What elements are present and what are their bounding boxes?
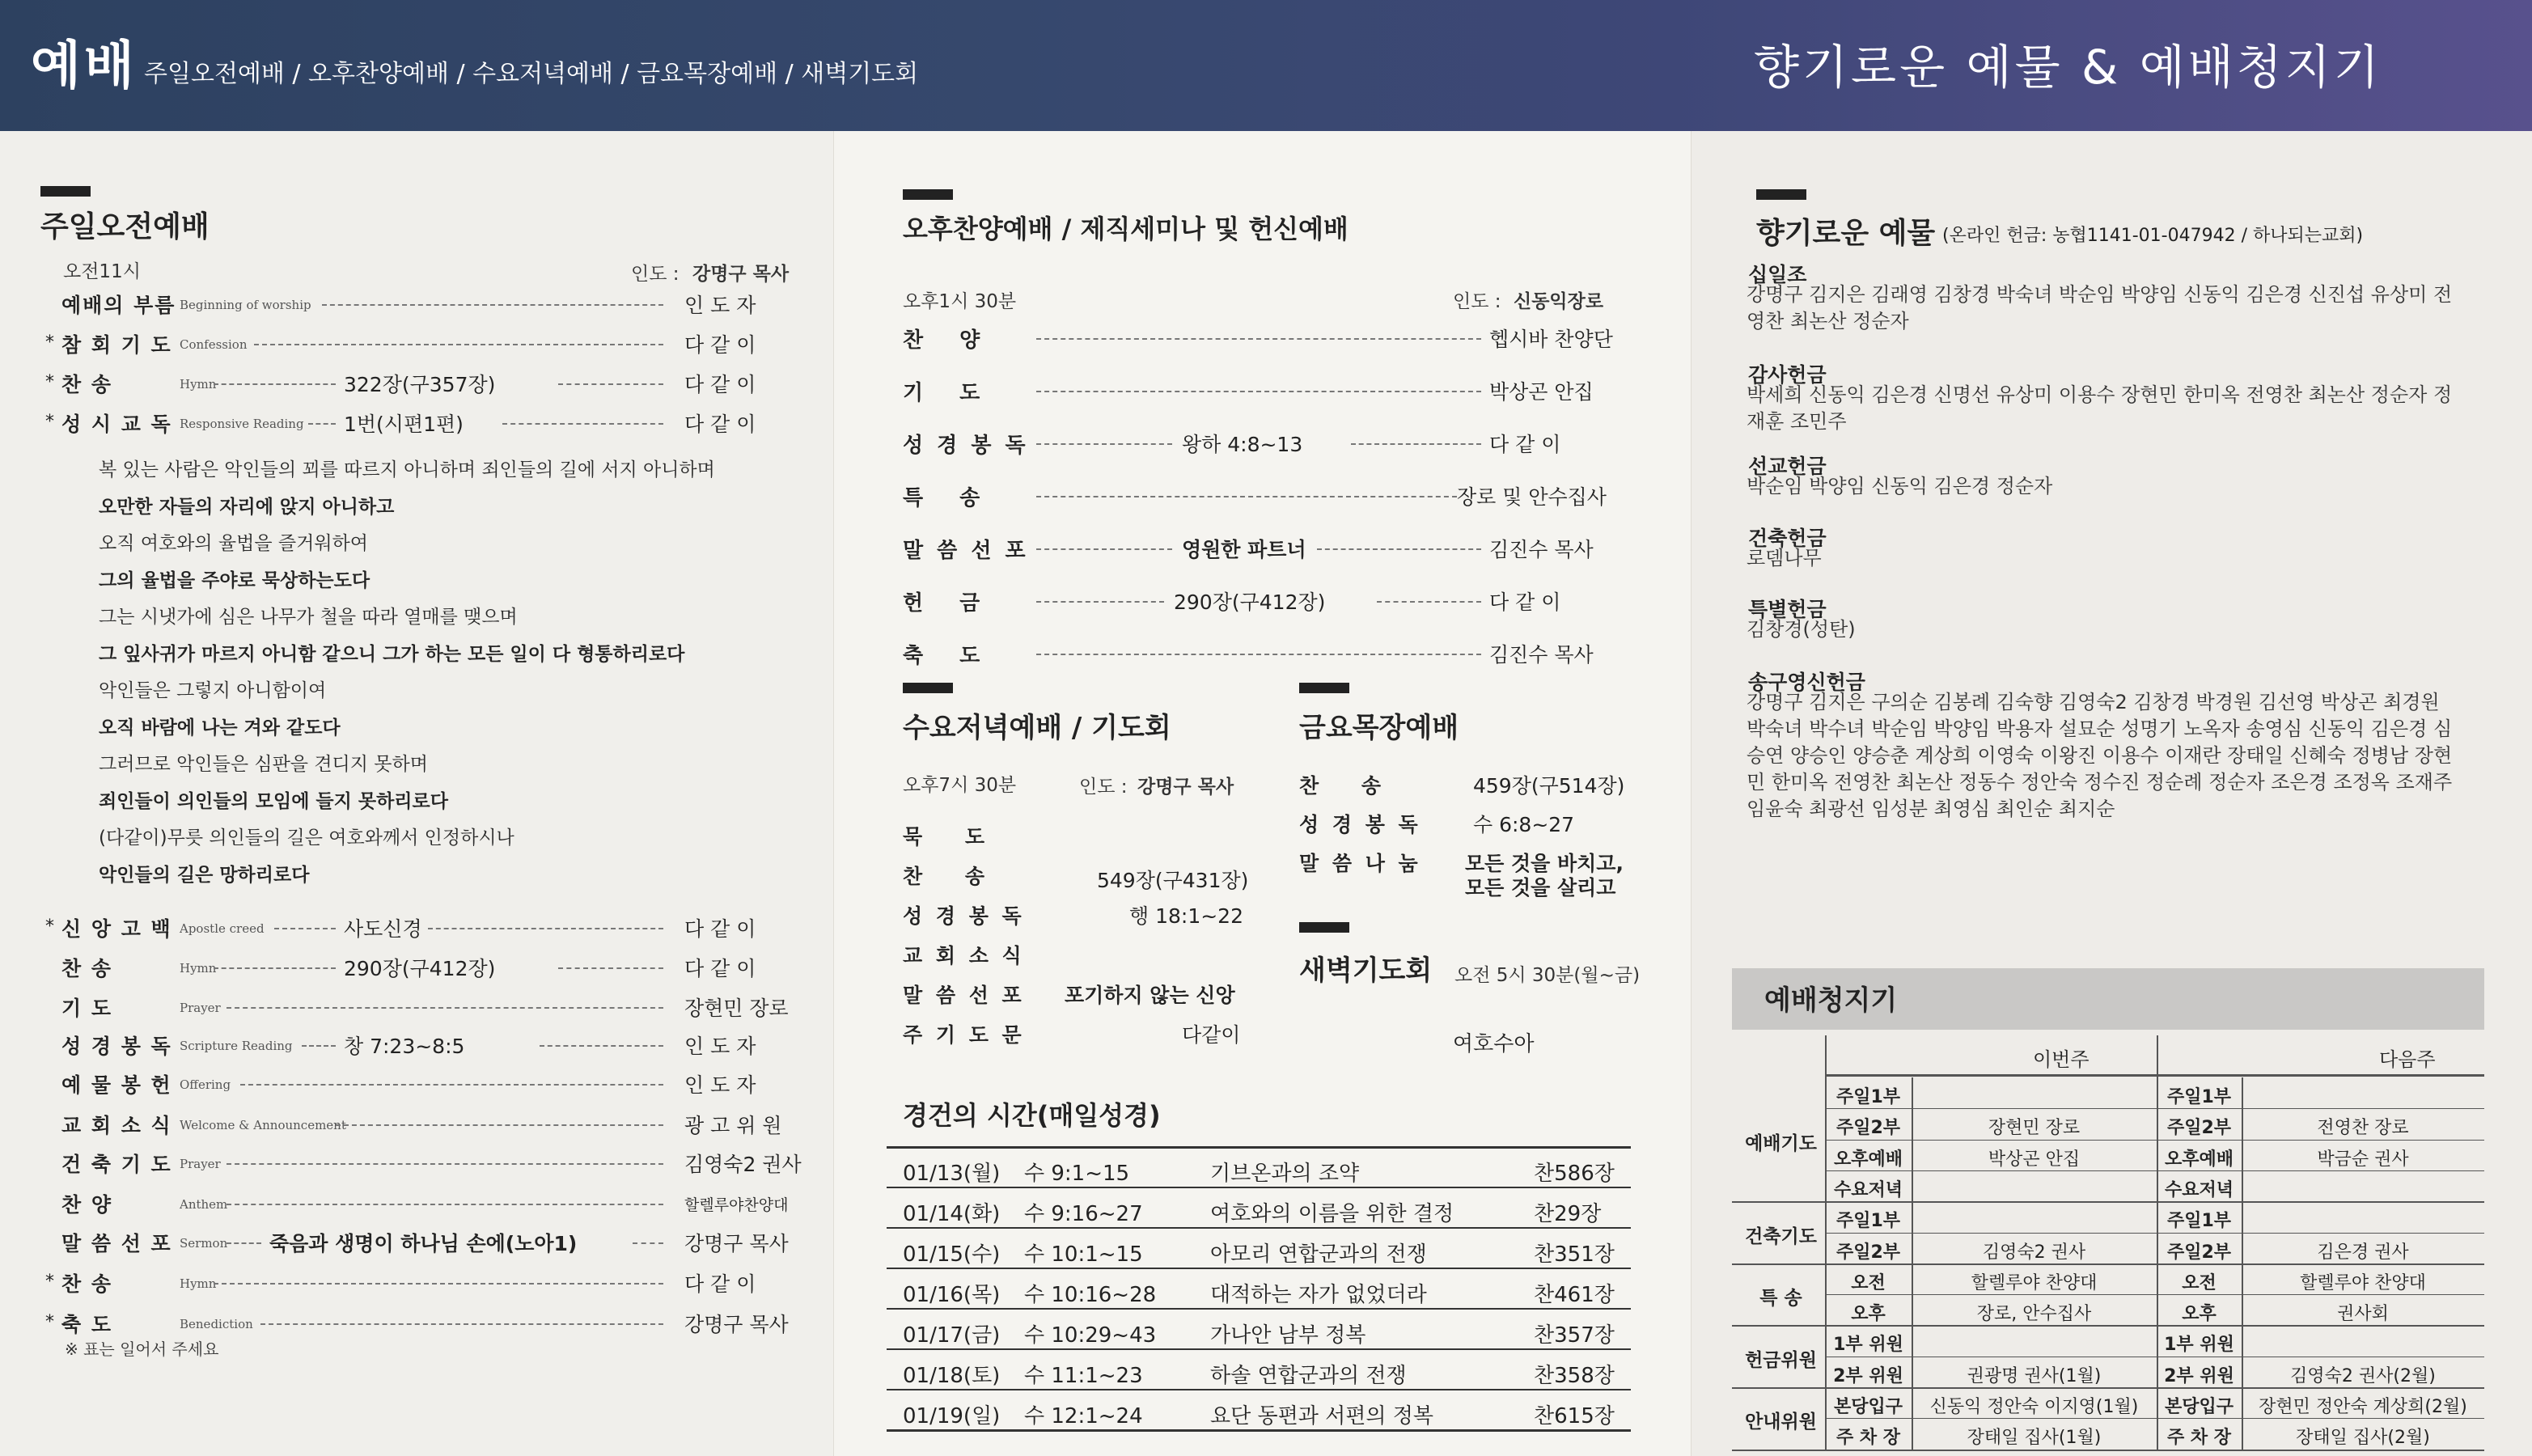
order-item-name: 축 도 [903,644,995,668]
order-item-name: 말 씀 나 눔 [1299,852,1421,875]
morning-leader: 강명구 목사 [692,264,790,285]
steward-role: 오전 [1851,1272,1886,1293]
order-item-name: 헌 금 [903,591,995,616]
leader-dots [558,967,663,969]
order-item-value: 549장(구431장) [1097,869,1249,892]
reading-line: 오직 여호와의 율법을 즐거워하여 [99,533,368,554]
reading-line: 오직 바람에 나는 겨와 같도다 [99,717,341,739]
order-item-right: 김영숙2 권사 [684,1153,802,1176]
order-item-content: 사도신경 [344,917,422,941]
section-marker [1299,922,1349,933]
offering-group-names: 박순임 박양임 신동익 김은경 정순자 [1747,475,2053,497]
steward-role-next: 주일2부 [2166,1242,2232,1263]
devotion-passage: 수 10:29~43 [1024,1323,1157,1348]
steward-this-week: 장현민 장로 [1988,1118,2081,1139]
steward-next-week: 김은경 권사 [2317,1242,2409,1263]
leader-dots [308,423,336,425]
offering-group-names: 강명구 김지은 구의순 김봉례 김숙향 김영숙2 김창경 박경원 김선영 박상곤 최경원 박숙녀 박수녀 박순임 박양임 박용자 설묘순 성명기 노옥자 송영심 신동익 김은경 심승연 양승인 양승춘 계상희 이영숙 이왕진 이용수 이재란 장태일 신혜숙 정병남 장현민 한미옥 전영찬 최논산 정동수 정안숙 정수진 정순례 정순자 조은경 조정옥 조재주 임윤숙 최광선 임성분 최영심 최인순 최지순 [1747,691,2453,820]
steward-role-next: 2부 위원 [2164,1365,2234,1386]
reading-line: 악인들은 그렇지 아니함이여 [99,680,327,701]
leader-dots [1036,496,1457,497]
devotion-passage: 수 11:1~23 [1024,1364,1143,1388]
order-item-en: Hymn [180,377,217,392]
leader-dots [336,1124,663,1126]
order-item-en: Apostle creed [180,921,265,936]
devotion-passage: 수 10:1~15 [1024,1242,1143,1267]
steward-this-week: 김영숙2 권사 [1982,1242,2086,1263]
table-rule [887,1348,1631,1350]
order-item-name: 찬 양 [61,1193,113,1217]
table-rule [1732,1201,2484,1203]
order-item-value: 포기하지 않는 신앙 [1065,984,1235,1007]
offering-group-head: 감사헌금 [1748,363,1827,387]
afternoon-title: 오후찬양예배 / 제직세미나 및 헌신예배 [903,214,1349,244]
steward-group-name: 건축기도 [1745,1225,1817,1247]
devotion-date: 01/17(금) [903,1323,1001,1348]
leader-dots [558,383,663,385]
offering-note: (온라인 헌금: 농협1141-01-047942 / 하나되는교회) [1942,226,2364,246]
section-marker [1756,189,1806,200]
steward-group-name: 특 송 [1759,1288,1802,1310]
leader-dots [274,928,336,929]
stand-mark: * [45,372,54,392]
devotion-passage: 수 10:16~28 [1024,1283,1157,1307]
order-item-en: Anthem [180,1197,228,1212]
wednesday-time: 오후7시 30분 [903,775,1017,796]
steward-role-next: 오후예배 [2164,1149,2233,1170]
devotion-hymn: 찬461장 [1534,1283,1615,1307]
table-rule [1825,1418,2484,1419]
stand-mark: * [45,1272,54,1292]
order-item-right: 다 같 이 [1489,433,1561,456]
order-item-name: 건 축 기 도 [61,1153,172,1176]
devotion-date: 01/19(일) [903,1404,1001,1428]
steward-next-week: 박금순 권사 [2317,1149,2409,1170]
offering-group-names: 박세희 신동익 김은경 신명선 유상미 이용수 장현민 한미옥 전영찬 최논산 정순자 정재훈 조민주 [1747,383,2453,433]
order-item-en: Benediction [180,1317,253,1331]
order-item-name: 참 회 기 도 [61,333,172,357]
friday-title: 금요목장예배 [1299,712,1459,744]
order-item-name: 주 기 도 문 [903,1023,1025,1047]
order-item-right: 다 같 이 [684,1272,756,1296]
steward-group-name: 예배기도 [1745,1132,1817,1154]
steward-this-week: 장태일 집사(1월) [1967,1428,2102,1449]
order-item-value: 모든 것을 바치고, [1465,852,1624,875]
order-item-right: 다 같 이 [1489,590,1561,614]
order-item-name: 찬 송 [903,865,1003,888]
steward-this-week: 신동익 정안숙 이지영(1월) [1929,1397,2139,1417]
leader-dots [302,1045,336,1047]
order-item-right: 다 같 이 [684,917,756,941]
offering-group-head: 특별헌금 [1748,598,1827,621]
order-item-right: 김진수 목사 [1489,643,1594,667]
stand-note: ※ 표는 일어서 주세요 [65,1340,219,1359]
leader-dots [227,1242,261,1244]
order-item-name: 말 씀 선 포 [61,1232,172,1255]
devotion-hymn: 찬358장 [1534,1364,1615,1388]
table-rule [887,1187,1631,1188]
order-item-content: 영원한 파트너 [1182,538,1306,561]
steward-role: 주일2부 [1835,1242,1901,1263]
steward-this-week: 장로, 안수집사 [1976,1304,2092,1325]
dawn-title: 새벽기도회 [1299,954,1433,987]
offering-title: 향기로운 예물 [1756,217,1936,250]
steward-role-next: 본당입구 [2164,1397,2233,1417]
order-item-name: 성 경 봉 독 [1299,813,1421,836]
table-rule [887,1268,1631,1269]
header-services: 주일오전예배 / 오후찬양예배 / 수요저녁예배 / 금요목장예배 / 새벽기도회 [144,60,919,88]
steward-next-week: 장태일 집사(2월) [2296,1428,2430,1449]
order-item-content: 290장(구412장) [1174,590,1326,614]
wednesday-leader: 강명구 목사 [1137,777,1234,798]
header-right-title: 향기로운 예물 & 예배청지기 [1754,40,2382,95]
header-title: 예배 [31,36,138,96]
middle-column [833,131,1691,1456]
steward-role-next: 오후 [2182,1304,2217,1325]
steward-role: 2부 위원 [1833,1365,1903,1386]
order-item-value: 수 6:8~27 [1473,813,1575,836]
devotion-passage: 수 9:16~27 [1024,1202,1143,1226]
leader-dots [227,1204,663,1205]
table-rule [1825,1140,2484,1141]
leader-dots [1377,601,1481,603]
steward-role: 주일1부 [1835,1087,1901,1107]
reading-line: 오만한 자들의 자리에 앉지 아니하고 [99,496,395,518]
steward-this-week: 할렐루야 찬양대 [1971,1272,2098,1293]
order-item-en: Hymn [180,1276,217,1291]
steward-role: 오후예배 [1833,1149,1903,1170]
devotion-theme: 가나안 남부 정복 [1210,1323,1366,1348]
wednesday-title: 수요저녁예배 / 기도회 [903,712,1171,744]
devotion-theme: 대적하는 자가 없었더라 [1210,1283,1427,1307]
order-item-value: 459장(구514장) [1473,774,1625,798]
morning-time: 오전11시 [63,261,141,282]
offering-group-names: 로뎀나무 [1747,547,1822,569]
order-item-name: 성 경 봉 독 [903,434,1029,458]
leader-dots [214,383,336,385]
offering-group-names: 강명구 김지은 김래영 김창경 박숙녀 박순임 박양임 신동익 김은경 신진섭 유상미 전영찬 최논산 정순자 [1747,283,2453,332]
steward-role: 오후 [1851,1304,1886,1325]
devotion-passage: 수 12:1~24 [1024,1404,1143,1428]
section-marker [1299,683,1349,693]
stand-mark: * [45,412,54,432]
order-item-right: 다 같 이 [684,333,756,357]
reading-line: 그 잎사귀가 마르지 아니함 같으니 그가 하는 모든 일이 다 형통하리로다 [99,643,685,665]
order-item-right: 장현민 장로 [684,997,789,1020]
order-item-en: Confession [180,337,248,352]
dawn-text: 여호수아 [1453,1032,1535,1056]
order-item-name: 말 씀 선 포 [903,539,1029,563]
stand-mark: * [45,916,54,937]
order-item-content: 290장(구412장) [344,957,496,980]
order-item-name: 찬 양 [903,328,995,353]
steward-role-next: 주 차 장 [2166,1428,2232,1449]
steward-next-week: 할렐루야 찬양대 [2300,1272,2426,1293]
reading-line: 복 있는 사람은 악인들의 꾀를 따르지 아니하며 죄인들의 길에 서지 아니하며 [99,459,715,480]
order-item-name: 특 송 [903,486,995,510]
table-rule [887,1389,1631,1390]
leader-dots [1036,443,1172,445]
leader-dots [540,1045,663,1047]
order-item-name: 기 도 [61,997,113,1020]
steward-role: 주 차 장 [1835,1428,1901,1449]
afternoon-leader: 신동익장로 [1514,291,1604,312]
order-item-right: 김진수 목사 [1489,538,1594,561]
offering-group-head: 송구영신헌금 [1748,671,1865,694]
devotion-passage: 수 9:1~15 [1024,1162,1130,1186]
devotion-hymn: 찬357장 [1534,1323,1615,1348]
stand-mark: * [45,332,54,353]
morning-service-column [0,131,833,1456]
order-item-content: 왕하 4:8~13 [1182,433,1303,456]
table-rule [1732,1325,2484,1327]
order-item-content: 죽음과 생명이 하나님 손에(노아1) [269,1232,578,1255]
devotion-date: 01/18(토) [903,1364,1001,1388]
offering-group-names: 김창경(성탄) [1747,618,1856,641]
table-rule [887,1308,1631,1310]
reading-line: (다같이)무릇 의인들의 길은 여호와께서 인정하시나 [99,827,514,849]
order-item-content: 창 7:23~8:5 [344,1035,465,1058]
order-item-name: 교 회 소 식 [903,944,1025,967]
order-item-name: 축 도 [61,1313,113,1336]
leader-dots [502,423,663,425]
steward-next-week: 김영숙2 권사(2월) [2290,1365,2436,1386]
steward-group-name: 헌금위원 [1745,1349,1817,1371]
afternoon-leader-label: 인도 : [1453,291,1501,312]
table-rule [887,1429,1631,1432]
table-rule [1825,1108,2484,1109]
steward-role: 수요저녁 [1833,1179,1903,1200]
table-rule [1825,1170,2484,1171]
steward-group-name: 안내위원 [1745,1412,1817,1433]
offering-group-head: 십일조 [1748,263,1807,286]
steward-role: 본당입구 [1833,1397,1903,1417]
morning-leader-label: 인도 : [631,264,680,285]
steward-role: 1부 위원 [1833,1335,1903,1356]
leader-dots [428,928,663,929]
devotion-date: 01/16(목) [903,1283,1001,1307]
devotion-theme: 요단 동편과 서편의 정복 [1210,1404,1433,1428]
offering-column [1691,131,2532,1456]
leader-dots [1036,654,1481,655]
leader-dots [227,1163,663,1165]
steward-next-week: 장현민 정안숙 계상희(2월) [2259,1397,2467,1417]
devotion-date: 01/14(화) [903,1202,1001,1226]
leader-dots [633,1242,663,1244]
devotion-title: 경건의 시간(매일성경) [903,1100,1161,1131]
stewards-title: 예배청지기 [1764,984,1898,1017]
leader-dots [240,1084,663,1086]
order-item-en: Welcome & Announcement [180,1118,346,1132]
order-item-name: 성 경 봉 독 [61,1035,172,1058]
order-item-name: 찬 송 [61,373,113,396]
steward-next-week: 전영찬 장로 [2317,1118,2409,1139]
order-item-name: 교 회 소 식 [61,1114,172,1137]
order-item-en: Scripture Reading [180,1039,293,1053]
steward-this-week: 권광명 권사(1월) [1967,1365,2102,1386]
order-item-name: 기 도 [903,381,995,405]
table-rule [1732,1387,2484,1389]
section-marker [903,683,953,693]
devotion-theme: 하솔 연합군과의 전쟁 [1210,1364,1407,1388]
order-item-right: 다 같 이 [684,373,756,396]
steward-role: 주일2부 [1835,1118,1901,1139]
leader-dots [322,304,663,306]
steward-role-next: 수요저녁 [2164,1179,2233,1200]
leader-dots [1317,548,1481,550]
table-rule [887,1146,1631,1149]
section-marker [40,186,91,197]
order-item-content: 1번(시편1편) [344,413,464,436]
devotion-hymn: 찬351장 [1534,1242,1615,1267]
devotion-date: 01/13(월) [903,1162,1001,1186]
leader-dots [214,967,336,969]
order-item-en: Beginning of worship [180,298,311,312]
order-item-name: 성 시 교 독 [61,413,172,436]
leader-dots [260,1323,663,1325]
leader-dots [1036,548,1172,550]
morning-title: 주일오전예배 [40,210,210,243]
order-item-right: 강명구 목사 [684,1313,789,1336]
wednesday-leader-label: 인도 : [1079,777,1128,798]
devotion-theme: 기브온과의 조약 [1210,1162,1360,1186]
order-item-right: 박상곤 안집 [1489,380,1594,404]
leader-dots [1036,338,1481,340]
order-item-name: 예 물 봉 헌 [61,1073,172,1097]
reading-line: 악인들의 길은 망하리로다 [99,864,310,886]
leader-dots [227,1007,663,1009]
header-banner [0,0,2532,131]
order-item-right: 장로 및 안수집사 [1457,485,1607,509]
offering-group-head: 건축헌금 [1748,527,1827,550]
dawn-time: 오전 5시 30분(월~금) [1454,965,1641,986]
order-item-right: 강명구 목사 [684,1232,789,1255]
order-item-right: 인 도 자 [684,1073,756,1097]
order-item-right: 인 도 자 [684,1035,756,1058]
order-item-en: Responsive Reading [180,417,304,431]
devotion-date: 01/15(수) [903,1242,1001,1267]
devotion-theme: 아모리 연합군과의 전쟁 [1210,1242,1427,1267]
devotion-theme: 여호와의 이름을 위한 결정 [1210,1202,1454,1226]
order-item-en: Prayer [180,1157,221,1171]
order-item-right: 인 도 자 [684,294,756,317]
steward-role-next: 주일1부 [2166,1211,2232,1232]
leader-dots [1351,443,1481,445]
devotion-hymn: 찬615장 [1534,1404,1615,1428]
order-item-name: 묵 도 [903,825,1003,849]
order-item-right: 다 같 이 [684,957,756,980]
steward-role-next: 주일2부 [2166,1118,2232,1139]
order-item-right: 광 고 위 원 [684,1114,782,1137]
steward-next-week: 권사회 [2337,1304,2389,1325]
steward-role-next: 주일1부 [2166,1087,2232,1107]
next-week-header: 다음주 [2379,1048,2436,1071]
reading-line: 죄인들이 의인들의 모임에 들지 못하리로다 [99,790,448,812]
devotion-hymn: 찬29장 [1534,1202,1602,1226]
order-item-name: 찬 송 [61,957,113,980]
order-item-name: 성 경 봉 독 [903,904,1025,928]
stand-mark: * [45,1312,54,1332]
table-rule [887,1227,1631,1229]
order-item-value: 다같이 [1182,1023,1241,1047]
order-item-name: 찬 송 [1299,774,1399,798]
table-rule [1732,1450,2484,1451]
order-item-right: 할렐루야찬양대 [684,1196,789,1214]
order-item-value: 행 18:1~22 [1129,904,1243,928]
table-rule [1825,1294,2484,1295]
reading-line: 그는 시냇가에 심은 나무가 철을 따라 열매를 맺으며 [99,607,518,628]
steward-role: 주일1부 [1835,1211,1901,1232]
offering-group-head: 선교헌금 [1748,455,1827,478]
this-week-header: 이번주 [2033,1048,2090,1071]
leader-dots [1036,391,1481,392]
order-item-en: Hymn [180,961,217,976]
order-item-name: 찬 송 [61,1272,113,1296]
order-item-right: 다 같 이 [684,413,756,436]
order-item-en: Offering [180,1077,231,1092]
order-item-en: Sermon [180,1236,228,1251]
order-item-value-2: 모든 것을 살리고 [1465,876,1616,899]
steward-role-next: 1부 위원 [2164,1335,2234,1356]
order-item-name: 신 앙 고 백 [61,917,172,941]
order-item-content: 322장(구357장) [344,373,496,396]
order-item-name: 말 씀 선 포 [903,984,1025,1007]
leader-dots [254,344,663,345]
steward-role-next: 오전 [2182,1272,2217,1293]
steward-this-week: 박상곤 안집 [1988,1149,2081,1170]
order-item-right: 헵시바 찬양단 [1489,328,1613,351]
afternoon-time: 오후1시 30분 [903,291,1017,312]
order-item-name: 예배의 부름 [61,294,176,317]
section-marker [903,189,953,200]
table-rule [1825,1074,2484,1077]
leader-dots [214,1283,663,1285]
table-rule [1732,1263,2484,1265]
table-rule [1825,1233,2484,1234]
reading-line: 그의 율법을 주야로 묵상하는도다 [99,569,370,591]
order-item-en: Prayer [180,1001,221,1015]
leader-dots [1036,601,1164,603]
reading-line: 그러므로 악인들은 심판을 견디지 못하며 [99,754,428,775]
devotion-hymn: 찬586장 [1534,1162,1615,1186]
